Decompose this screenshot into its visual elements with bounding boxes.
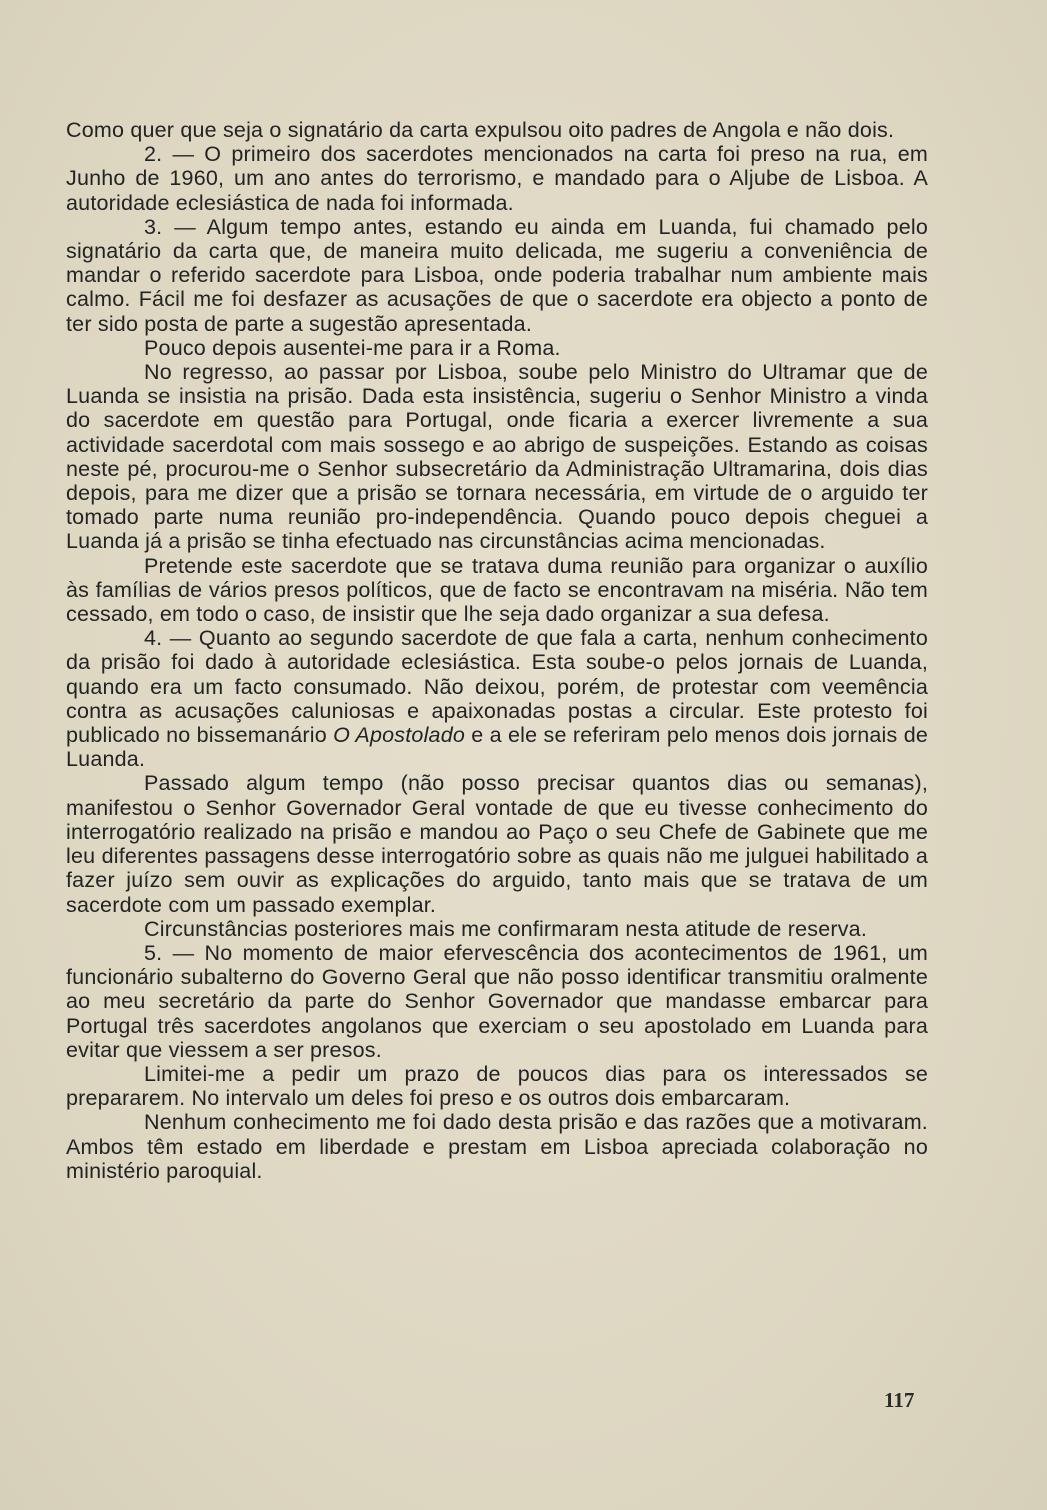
paragraph-text: Circunstâncias posteriores mais me confirmaram nesta atitude de reserva.	[144, 916, 867, 941]
paragraph	[66, 336, 928, 360]
paragraph-text: Nenhum conhecimento me foi dado desta prisão e das razões que a motivaram. Ambos têm estado em liberdade e prestam em Lisboa apreciada colaboração no ministério paroquial.	[66, 1110, 928, 1183]
paragraph	[66, 1110, 928, 1183]
paragraph	[66, 771, 928, 916]
paragraph	[66, 941, 928, 1062]
paragraph-text: 4. — Quanto ao segundo sacerdote de que fala a carta, nenhum conhecimento da prisão foi dado à autoridade eclesiástica. Esta soube-o pelos jornais de Luanda, quando era um facto consumado. Não deixou, porém, de protestar com veemência contra as acusações caluniosas e apaixonadas postas a circular. Este protesto foi publicado no bissemanário	[66, 626, 928, 748]
paragraph-text: Passado algum tempo (não posso precisar quantos dias ou semanas), manifestou o Senhor Governador Geral vontade de que eu tivesse conhecimento do interrogatório realizado na prisão e mandou ao Paço o seu Chefe de Gabinete que me leu diferentes passagens desse interrogatório sobre as quais não me julguei habilitado a fazer juízo sem ouvir as explicações do arguido, tanto mais que se tratava de um sacerdote com um passado exemplar.	[66, 771, 928, 917]
paragraph	[66, 360, 928, 554]
paragraph	[66, 917, 928, 941]
paragraph	[66, 626, 928, 771]
page-number: 117	[884, 1388, 915, 1412]
paragraph-text: 3. — Algum tempo antes, estando eu ainda em Luanda, fui chamado pelo signatário da carta que, de maneira muito delicada, me sugeriu a conveniência de mandar o referido sacerdote para Lisboa, onde poderia trabalhar num ambiente mais calmo. Fácil me foi desfazer as acusações de que o sacerdote era objecto a ponto de ter sido posta de parte a sugestão apresentada.	[66, 214, 928, 336]
body-text	[66, 118, 928, 1183]
paragraph	[66, 118, 928, 142]
paragraph	[66, 215, 928, 336]
paragraph-text: Pretende este sacerdote que se tratava duma reunião para organizar o auxílio às famílias de vários presos políticos, que de facto se encontravam na miséria. Não tem cessado, em todo o caso, de insistir que lhe seja dado organizar a sua defesa.	[66, 553, 928, 627]
paragraph	[66, 1062, 928, 1110]
paragraph-text: Limitei-me a pedir um prazo de poucos dias para os interessados se prepararem. No intervalo um deles foi preso e os outros dois embarcaram.	[66, 1061, 928, 1111]
italic-title: O Apostolado	[333, 723, 466, 748]
paragraph-text: No regresso, ao passar por Lisboa, soube pelo Ministro do Ultramar que de Luanda se insistia na prisão. Dada esta insistência, sugeriu o Senhor Ministro a vinda do sacerdote em questão para Portugal, onde ficaria a exercer livremente a sua actividade sacerdotal com mais sossego e ao abrigo de suspeições. Estando as coisas neste pé, procurou-me o Senhor subsecretário da Administração Ultramarina, dois dias depois, para me dizer que a prisão se tornara necessária, em virtude de o arguido ter tomado parte numa reunião pro-independência. Quando pouco depois cheguei a Luanda já a prisão se tinha efectuado nas circunstâncias acima mencionadas.	[66, 360, 928, 554]
paragraph-text: Pouco depois ausentei-me para ir a Roma.	[144, 335, 561, 360]
paragraph-text: Como quer que seja o signatário da carta expulsou oito padres de Angola e não dois.	[66, 118, 895, 142]
paragraph	[66, 554, 928, 627]
paragraph-text: 5. — No momento de maior efervescência dos acontecimentos de 1961, um funcionário subalterno do Governo Geral que não posso identificar transmitiu oralmente ao meu secretário da parte do Senhor Governador que mandasse embarcar para Portugal três sacerdotes angolanos que exerciam o seu apostolado em Luanda para evitar que viessem a ser presos.	[66, 940, 928, 1062]
paragraph	[66, 142, 928, 215]
paragraph-text: 2. — O primeiro dos sacerdotes mencionados na carta foi preso na rua, em Junho de 1960, um ano antes do terrorismo, e mandado para o Aljube de Lisboa. A autoridade eclesiástica de nada foi informada.	[66, 142, 928, 215]
paragraph-text: e a ele se referiram pelo menos dois jornais de Luanda.	[66, 723, 929, 772]
